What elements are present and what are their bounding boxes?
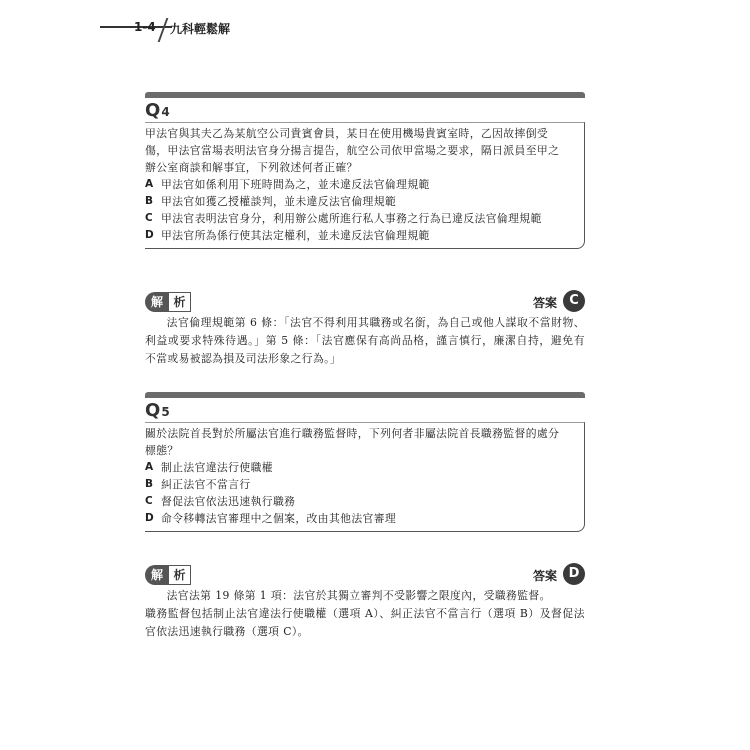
option-b (145, 193, 574, 210)
option-letter: C (145, 495, 154, 507)
analysis-header (145, 290, 585, 314)
question-top-bar (145, 392, 585, 398)
analysis-text-continued: 職務監督包括制止法官違法行使職權（選項 A）、糾正法官不當言行（選項 B）及督促法官依法迅速執行職務（選項 C）。 (145, 607, 585, 638)
option-text: 甲法官所為係行使其法定權利，並未違反法官倫理規範 (161, 229, 430, 242)
option-text: 督促法官依法迅速執行職務 (161, 495, 296, 508)
question-stem: 甲法官與其夫乙為某航空公司貴賓會員，某日在使用機場貴賓室時，乙因故摔倒受傷，甲法官當場表明法官身分揚言提告，航空公司依甲當場之要求，隔日派員至甲之辦公室商談和解事宜，下列敘述何者正確？ (145, 127, 560, 174)
question-stem: 關於法院首長對於所屬法官進行職務監督時，下列何者非屬法院首長職務監督的處分標態？ (145, 427, 560, 457)
option-c (145, 210, 574, 227)
option-text: 制止法官違法行使職權 (161, 461, 273, 474)
question-label (145, 100, 585, 122)
option-letter: D (145, 229, 155, 241)
page-header (100, 18, 270, 42)
option-letter: A (145, 461, 154, 473)
option-text: 甲法官如獲乙授權談判，並未違反法官倫理規範 (161, 195, 397, 208)
question-label-q: Q (145, 400, 161, 421)
answer-badge: C (563, 290, 585, 312)
option-d (145, 510, 574, 527)
question-label-q: Q (145, 100, 161, 121)
question-box (145, 422, 585, 532)
option-text: 命令移轉法官審理中之個案，改由其他法官審理 (161, 512, 397, 525)
analysis-badge-label: 析 (169, 292, 191, 312)
option-a (145, 176, 574, 193)
header-divider (158, 18, 169, 42)
analysis-badge-label: 析 (169, 565, 191, 585)
analysis-badge: 解 (145, 292, 169, 312)
page-number: 1-4 (134, 20, 156, 34)
answer-label: 答案 (532, 296, 557, 310)
question-label (145, 400, 585, 422)
book-title: 九科輕鬆解 (170, 22, 231, 36)
option-text: 糾正法官不當言行 (161, 478, 251, 491)
question-block-q5 (145, 392, 585, 532)
answer-label: 答案 (532, 569, 557, 583)
question-block-q4 (145, 92, 585, 249)
option-a (145, 459, 574, 476)
option-letter: A (145, 178, 154, 190)
question-box (145, 122, 585, 249)
option-text: 甲法官如係利用下班時間為之，並未違反法官倫理規範 (161, 178, 430, 191)
question-label-number: 5 (161, 405, 170, 419)
question-top-bar (145, 92, 585, 98)
analysis-text: 法官倫理規範第 6 條：「法官不得利用其職務或名銜，為自己或他人謀取不當財物、利益或要求特殊待遇。」第 5 條：「法官應保有高尚品格，謹言慎行，廉潔自持，避免有不當或易被認為損及司法形象之行為。」 (145, 316, 585, 365)
option-letter: B (145, 478, 154, 490)
option-letter: B (145, 195, 154, 207)
question-label-number: 4 (161, 105, 170, 119)
analysis-block-q5 (145, 563, 585, 641)
option-letter: D (145, 512, 155, 524)
analysis-block-q4 (145, 290, 585, 368)
answer-badge: D (563, 563, 585, 585)
option-c (145, 493, 574, 510)
option-d (145, 227, 574, 244)
analysis-text: 法官法第 19 條第 1 項：法官於其獨立審判不受影響之限度內，受職務監督。 (166, 589, 551, 602)
option-letter: C (145, 212, 154, 224)
option-b (145, 476, 574, 493)
analysis-header (145, 563, 585, 587)
analysis-badge: 解 (145, 565, 169, 585)
option-text: 甲法官表明法官身分，利用辦公處所進行私人事務之行為已違反法官倫理規範 (161, 212, 542, 225)
